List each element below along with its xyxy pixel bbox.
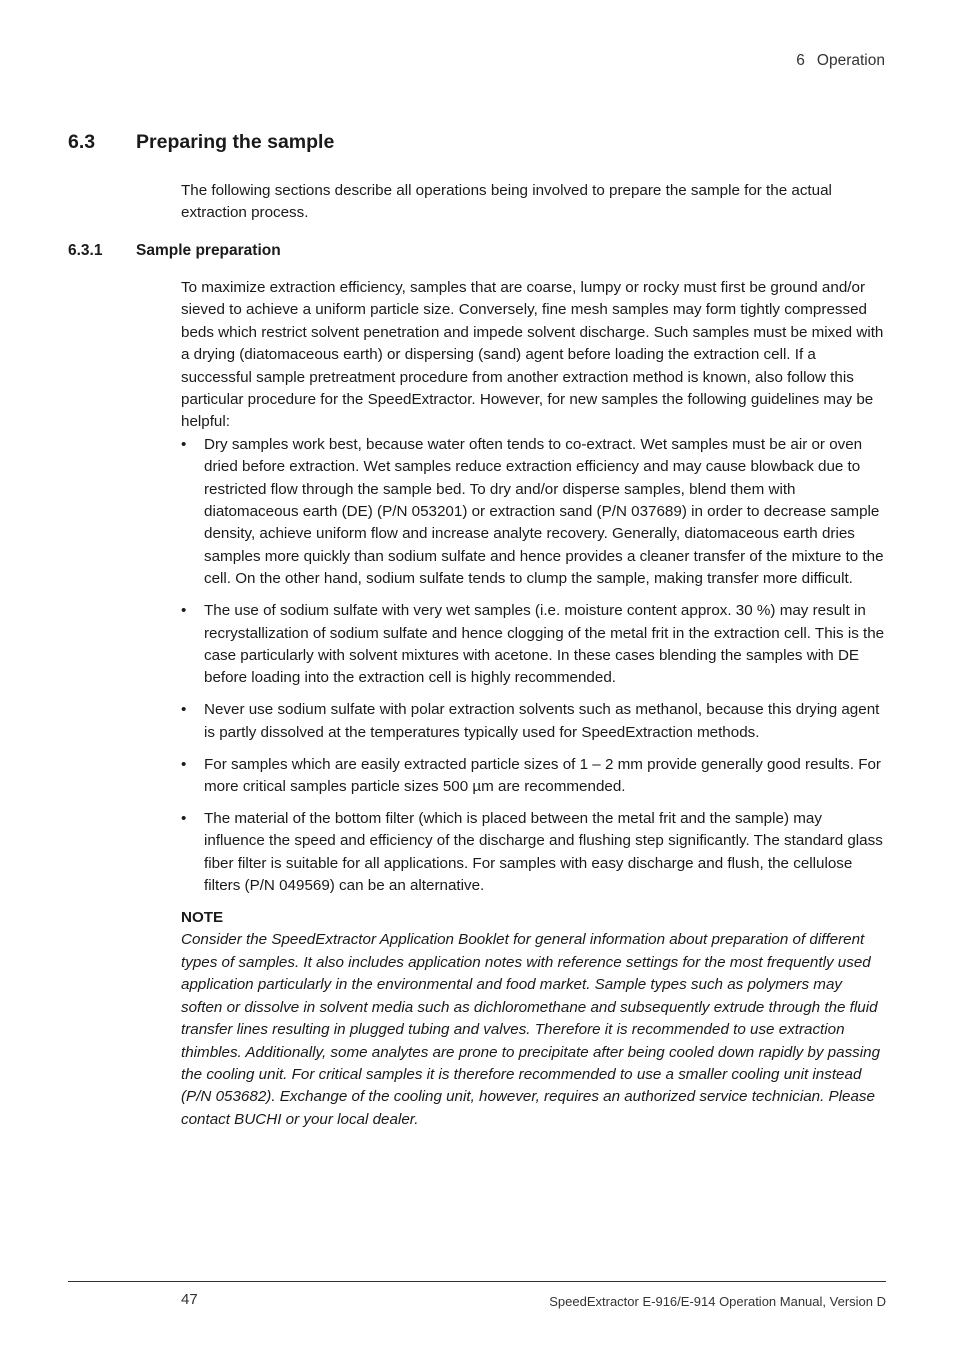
list-item-text: Never use sodium sulfate with polar extraction solvents such as methanol, because this drying agent is partly dissolved at the temperatures typically used for SpeedExtraction methods.: [204, 701, 880, 741]
bullet-icon: •: [181, 755, 187, 773]
list-item-text: The material of the bottom filter (which is placed between the metal frit and the sample) may influence the speed and efficiency of the discharge and flushing step significantly. The standard glass fiber filter is suitable for all applications. For samples with easy discharge and flush, the cellulose filters (P/N 049569) can be an alternative.: [204, 809, 883, 895]
bullet-icon: •: [181, 435, 187, 453]
note-label: NOTE: [181, 909, 224, 927]
bullet-icon: •: [181, 809, 187, 827]
list-item: [181, 754, 886, 799]
section-heading: [68, 131, 334, 154]
subsection-body: [181, 277, 886, 1131]
list-item: [181, 600, 886, 690]
section-intro: The following sections describe all operations being involved to prepare the sample for the actual extraction process.: [181, 182, 832, 222]
subsection-number: 6.3.1: [68, 242, 103, 259]
list-item-text: The use of sodium sulfate with very wet samples (i.e. moisture content approx. 30 %) may result in recrystallization of sodium sulfate and hence clogging of the metal frit in the extraction cell. This is the case particularly with solvent mixtures with acetone. In these cases blending the samples with DE before loading into the extraction cell is highly recommended.: [204, 602, 885, 687]
section-title: Preparing the sample: [136, 131, 335, 153]
list-item: [181, 808, 886, 898]
list-item: [181, 434, 886, 591]
subsection-heading: [68, 242, 281, 260]
note-text: Consider the SpeedExtractor Application Booklet for general information about preparation of different types of samples. It also includes application notes with reference settings for the most frequently used application particularly in the environmental and food market. Sample types such as polymers may soften or dissolve in solvent media such as dichloromethane and subsequently extrude through the fluid transfer lines resulting in plugged tubing and valves. Therefore it is recommended to use extraction thimbles. Additionally, some analytes are prone to precipitate after being cooled down rapidly by passing the cooling unit. For critical samples it is therefore recommended to use a smaller cooling unit instead (P/N 053682). Exchange of the cooling unit, however, requires an authorized service technician. Please contact BUCHI or your local dealer.: [181, 931, 881, 1128]
section-number: 6.3: [68, 131, 96, 153]
running-header: [796, 52, 885, 70]
footer-divider: [68, 1281, 886, 1282]
list-item-text: Dry samples work best, because water often tends to co-extract. Wet samples must be air or oven dried before extraction. Wet samples reduce extraction efficiency and may cause blowback due to restricted flow through the sample bed. To dry and/or disperse samples, blend them with diatomaceous earth (DE) (P/N 053201) or extraction sand (P/N 037689) in order to decrease sample density, achieve uniform flow and increase analyte recovery. Generally, diatomaceous earth dries samples more quickly than sodium sulfate and hence provides a cleaner transfer of the mixture to the cell. On the other hand, sodium sulfate tends to clump the sample, making transfer more difficult.: [204, 435, 884, 588]
bullet-icon: •: [181, 701, 187, 719]
body-paragraph: To maximize extraction efficiency, samples that are coarse, lumpy or rocky must first be ground and/or sieved to achieve a uniform particle size. Conversely, fine mesh samples may form tightly compressed beds which restrict solvent penetration and impede solvent discharge. Such samples must be mixed with a drying (diatomaceous earth) or dispersing (sand) agent before loading the extraction cell. If a successful sample pretreatment procedure from another extraction method is known, also follow this particular procedure for the SpeedExtractor. However, for new samples the following guidelines may be helpful:: [181, 279, 884, 431]
footer-document-title: SpeedExtractor E-916/E-914 Operation Manual, Version D: [549, 1294, 886, 1309]
page-number: 47: [181, 1291, 198, 1308]
bullet-icon: •: [181, 602, 187, 620]
guideline-list: [181, 434, 886, 898]
subsection-title: Sample preparation: [136, 242, 281, 259]
list-item: [181, 699, 886, 744]
list-item-text: For samples which are easily extracted particle sizes of 1 – 2 mm provide generally good results. For more critical samples particle sizes 500 µm are recommended.: [204, 755, 881, 796]
chapter-number: 6: [796, 52, 805, 69]
chapter-title: Operation: [816, 52, 885, 69]
